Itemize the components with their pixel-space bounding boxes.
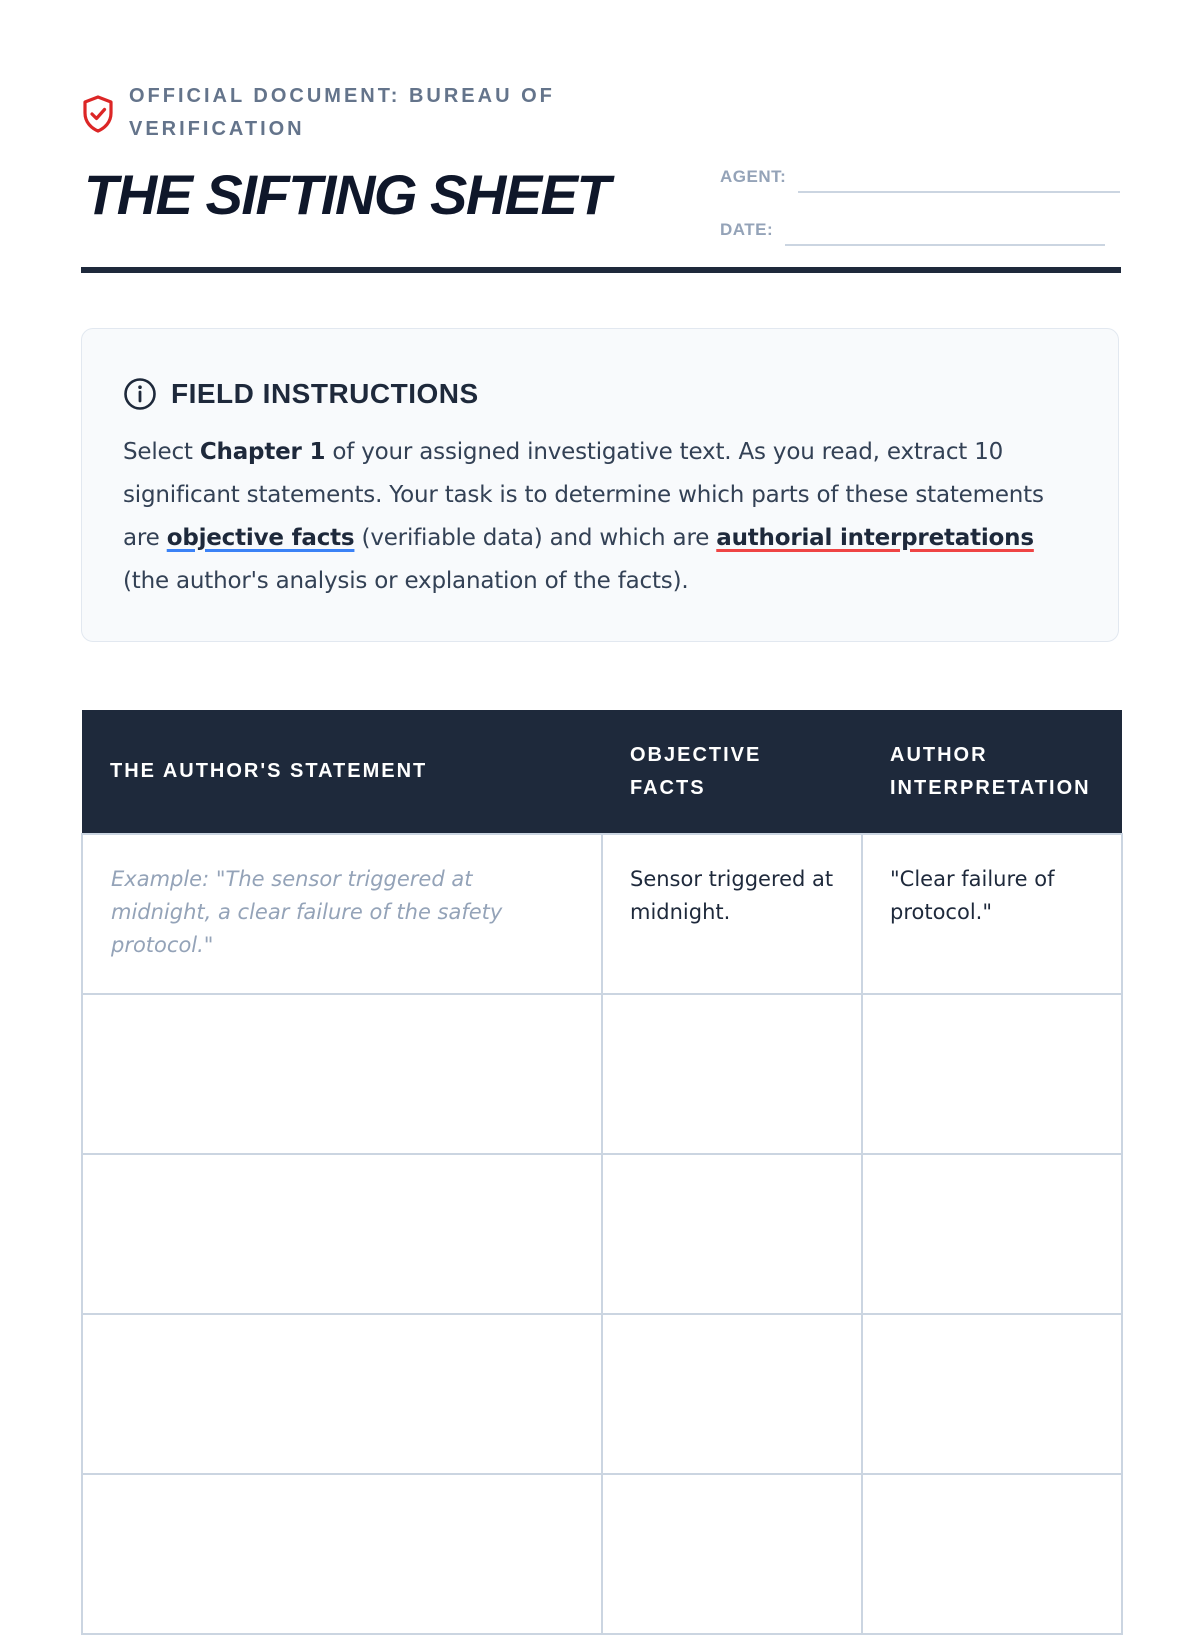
header-divider <box>81 267 1121 273</box>
agent-field <box>720 140 1120 193</box>
facts-cell[interactable] <box>602 1474 862 1634</box>
facts-cell[interactable] <box>602 994 862 1154</box>
chapter-emphasis: Chapter 1 <box>199 439 326 465</box>
instructions-text-part: (the author's analysis or explanation of the facts). <box>123 568 689 594</box>
table-row <box>82 1474 1122 1634</box>
document-header <box>81 80 1121 270</box>
statement-cell[interactable] <box>82 1154 602 1314</box>
example-row <box>82 834 1122 994</box>
facts-cell[interactable] <box>602 1154 862 1314</box>
table-row <box>82 1314 1122 1474</box>
statement-cell[interactable] <box>82 1314 602 1474</box>
column-header-facts: OBJECTIVE FACTS <box>602 710 862 834</box>
example-interpretation-cell: "Clear failure of protocol." <box>862 834 1122 994</box>
example-facts-cell: Sensor triggered at midnight. <box>602 834 862 994</box>
interpretation-cell[interactable] <box>862 994 1122 1154</box>
sifting-table <box>81 710 1123 1635</box>
table-row <box>82 994 1122 1154</box>
authorial-interpretations-term: authorial interpretations <box>716 525 1034 551</box>
facts-cell[interactable] <box>602 1314 862 1474</box>
table-header-row <box>82 710 1122 834</box>
shield-check-icon <box>81 94 115 134</box>
interpretation-cell[interactable] <box>862 1474 1122 1634</box>
agent-label: AGENT: <box>720 167 787 186</box>
date-field <box>720 193 1120 246</box>
statement-cell[interactable] <box>82 1474 602 1634</box>
column-header-statement: THE AUTHOR'S STATEMENT <box>82 710 602 834</box>
field-instructions-panel <box>81 328 1119 642</box>
objective-facts-term: objective facts <box>166 525 355 551</box>
instructions-text <box>123 431 1078 603</box>
interpretation-cell[interactable] <box>862 1314 1122 1474</box>
instructions-text-part: (verifiable data) and which are <box>354 525 717 551</box>
instructions-text-part: Select <box>123 439 200 465</box>
page-title: THE SIFTING SHEET <box>84 163 610 226</box>
bureau-heading <box>81 80 601 146</box>
agent-input-line[interactable] <box>798 163 1120 193</box>
instructions-title: FIELD INSTRUCTIONS <box>171 378 479 409</box>
info-icon <box>123 377 157 411</box>
bureau-label: OFFICIAL DOCUMENT: BUREAU OF VERIFICATION <box>129 85 555 140</box>
instructions-text-part: of your assigned investigative text. As you read, extract 10 significant statements. Your task is to determine which parts of these statements are <box>123 439 1044 551</box>
statement-cell[interactable] <box>82 994 602 1154</box>
date-input-line[interactable] <box>785 216 1105 246</box>
table-row <box>82 1154 1122 1314</box>
interpretation-cell[interactable] <box>862 1154 1122 1314</box>
column-header-interpretation: AUTHOR INTERPRETATION <box>862 710 1122 834</box>
example-statement-cell: Example: "The sensor triggered at midnight, a clear failure of the safety protocol." <box>82 834 602 994</box>
date-label: DATE: <box>720 220 774 239</box>
instructions-heading <box>123 373 1078 415</box>
agent-date-fields <box>720 140 1120 246</box>
